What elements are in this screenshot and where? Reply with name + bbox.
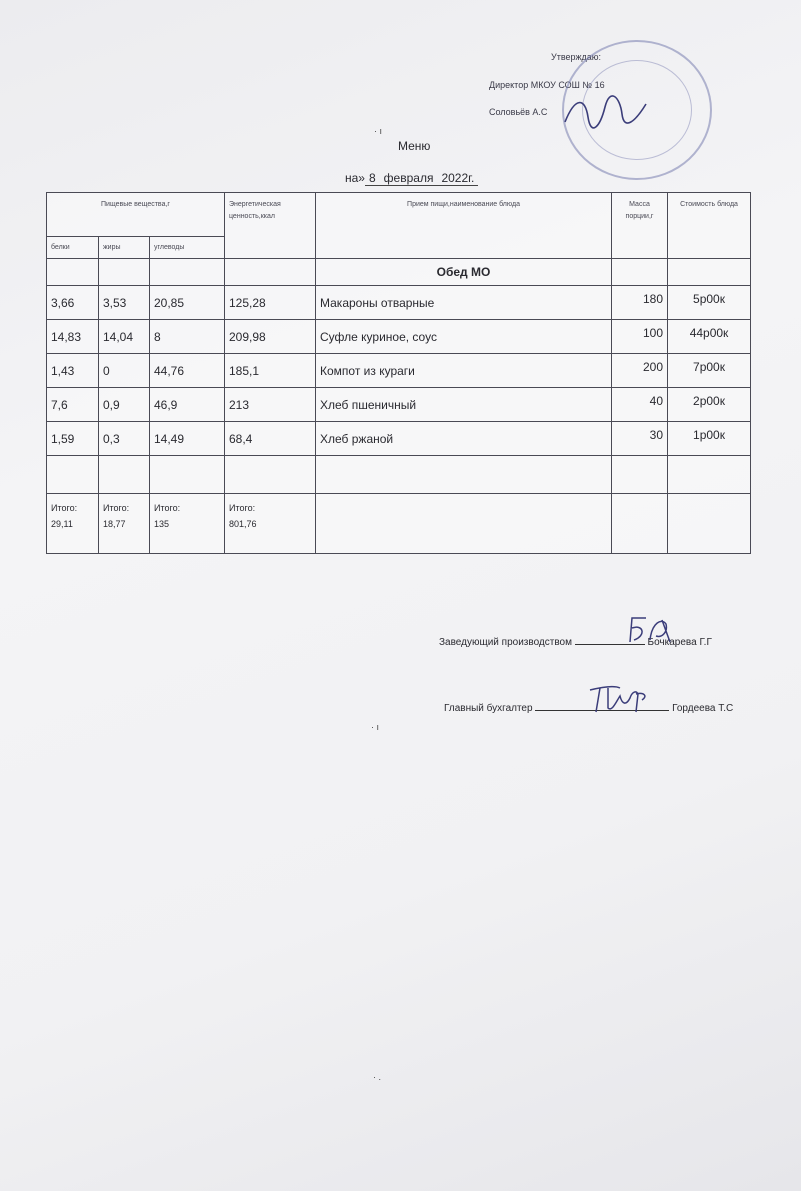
- cell-mass: 40: [612, 388, 668, 422]
- menu-date: [345, 171, 478, 185]
- cell-dish: Хлеб пшеничный: [316, 388, 612, 422]
- total-energy: Итого: 801,76: [225, 494, 316, 554]
- date-prefix: на»: [345, 171, 365, 185]
- cell-mass: 30: [612, 422, 668, 456]
- cell-cost: 1р00к: [668, 422, 751, 456]
- cell-proteins: 14,83: [47, 320, 99, 354]
- cell-energy: 125,28: [225, 286, 316, 320]
- production-signature: [622, 612, 678, 650]
- director-title: Директор МКОУ СОШ № 16: [489, 80, 605, 90]
- production-name: Бочкарева Г.Г: [647, 637, 712, 648]
- header-mass: Масса порции,г: [612, 193, 668, 259]
- cell-cost: 5р00к: [668, 286, 751, 320]
- cell-cost: 44р00к: [668, 320, 751, 354]
- cell-fats: 3,53: [99, 286, 150, 320]
- header-cost: Стоимость блюда: [668, 193, 751, 259]
- cell-carbs: 20,85: [150, 286, 225, 320]
- date-month: февраля: [380, 171, 438, 186]
- approval-label: Утверждаю:: [551, 52, 602, 62]
- date-year: 2022г.: [437, 171, 478, 186]
- table-row: [47, 354, 751, 388]
- production-role: Заведующий производством: [439, 637, 572, 648]
- total-fats: Итого: 18,77: [99, 494, 150, 554]
- table-row: [47, 286, 751, 320]
- cell-mass: 200: [612, 354, 668, 388]
- date-day: 8: [365, 171, 380, 186]
- empty-row: [47, 456, 751, 494]
- director-name: Соловьёв А.С: [489, 107, 548, 117]
- cell-dish: Макароны отварные: [316, 286, 612, 320]
- cell-cost: 7р00к: [668, 354, 751, 388]
- cell-fats: 0,3: [99, 422, 150, 456]
- table-row: [47, 320, 751, 354]
- menu-table: [46, 192, 751, 554]
- cell-energy: 213: [225, 388, 316, 422]
- cell-carbs: 44,76: [150, 354, 225, 388]
- table-row: [47, 422, 751, 456]
- scan-mark: · ı: [374, 126, 382, 136]
- cell-cost: 2р00к: [668, 388, 751, 422]
- header-proteins: белки: [47, 237, 99, 259]
- header-carbs: углеводы: [150, 237, 225, 259]
- accountant-role: Главный бухгалтер: [444, 703, 533, 714]
- cell-carbs: 14,49: [150, 422, 225, 456]
- scan-mark: · .: [373, 1072, 381, 1082]
- header-dish: Прием пищи,наименование блюда: [316, 193, 612, 259]
- cell-dish: Компот из кураги: [316, 354, 612, 388]
- cell-fats: 0: [99, 354, 150, 388]
- accountant-name: Гордеева Т.С: [672, 703, 734, 714]
- table-row: [47, 388, 751, 422]
- section-title: Обед МО: [316, 259, 612, 286]
- cell-mass: 100: [612, 320, 668, 354]
- director-signature: [560, 92, 650, 132]
- total-proteins: Итого: 29,11: [47, 494, 99, 554]
- cell-fats: 0,9: [99, 388, 150, 422]
- total-carbs: Итого: 135: [150, 494, 225, 554]
- accountant-signature: [586, 682, 652, 716]
- cell-energy: 209,98: [225, 320, 316, 354]
- cell-dish: Суфле куриное, соус: [316, 320, 612, 354]
- cell-proteins: 1,43: [47, 354, 99, 388]
- cell-carbs: 46,9: [150, 388, 225, 422]
- cell-energy: 68,4: [225, 422, 316, 456]
- section-row: [47, 259, 751, 286]
- cell-proteins: 1,59: [47, 422, 99, 456]
- scan-mark: · ı: [371, 722, 379, 732]
- cell-dish: Хлеб ржаной: [316, 422, 612, 456]
- cell-fats: 14,04: [99, 320, 150, 354]
- header-energy: Энергетическая ценность,ккал: [225, 193, 316, 259]
- cell-proteins: 3,66: [47, 286, 99, 320]
- cell-mass: 180: [612, 286, 668, 320]
- menu-title: Меню: [398, 139, 431, 153]
- header-nutrients: Пищевые вещества,г: [47, 193, 225, 237]
- header-fats: жиры: [99, 237, 150, 259]
- cell-proteins: 7,6: [47, 388, 99, 422]
- totals-row: [47, 494, 751, 554]
- cell-energy: 185,1: [225, 354, 316, 388]
- cell-carbs: 8: [150, 320, 225, 354]
